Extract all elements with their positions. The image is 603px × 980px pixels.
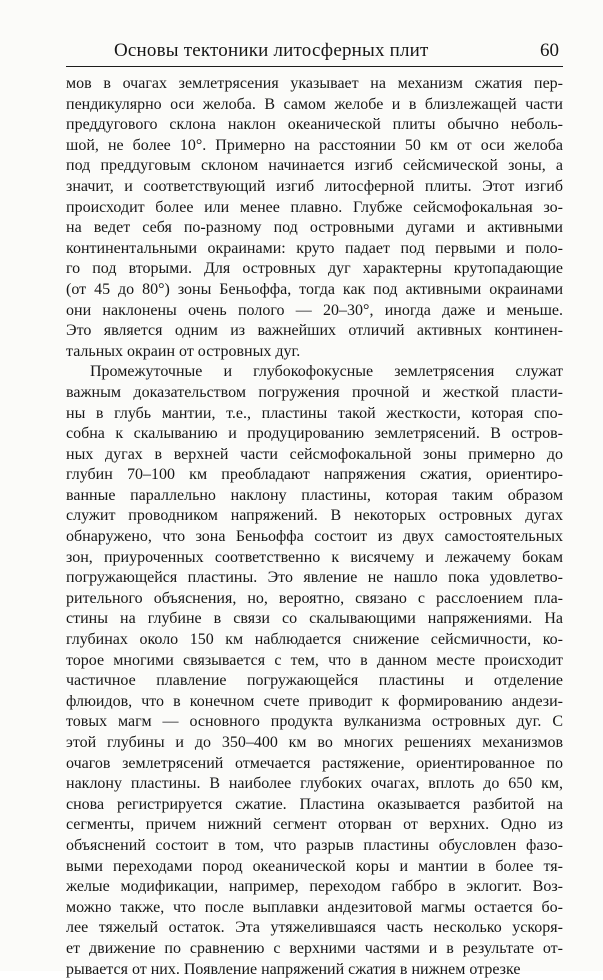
text-line: глубин 70–100 км преобладают напряжения сжатия, ориентиро- [66, 466, 563, 484]
text-line: лее тяжелый остаток. Эта утяжелившаяся часть несколько ускоря- [66, 919, 563, 937]
text-line: можно также, что после выплавки андезитовой магмы остается бо- [66, 898, 563, 916]
text-line: этой глубины и до 350–400 км во многих решениях механизмов [66, 734, 563, 751]
text-line: они наклонены очень полого — 20–30°, иногда даже и меньше. [66, 301, 563, 319]
paragraph [66, 74, 563, 362]
running-header [66, 38, 563, 67]
text-line: снова регистрируется сжатие. Пластина оказывается разбитой на [66, 795, 563, 813]
text-line: пендикулярно оси желоба. В самом желобе и в близлежащей части [66, 95, 563, 113]
text-line: континентальными окраинами: круто падает под первыми и поло- [66, 239, 563, 257]
text-line: (от 45 до 80°) зоны Беньоффа, тогда как под активными окраинами [66, 280, 563, 298]
text-line: ны в глубь мантии, т.е., пластины такой жесткости, которая спо- [66, 404, 563, 422]
text-line: важным доказательством погружения прочной и жесткой пласти- [66, 383, 563, 401]
text-line: обнаружено, что зона Беньоффа состоит из двух самостоятельных [66, 528, 563, 546]
text-line: торое многими связывается с тем, что в данном месте происходит [66, 651, 563, 669]
running-title: Основы тектоники литосферных плит [114, 40, 429, 61]
text-line: на ведет себя по-разному под островными дугами и активными [66, 219, 563, 237]
text-line: глубинах около 150 км наблюдается снижение сейсмичности, ко- [66, 631, 563, 649]
text-line: рывается от них. Появление напряжений сжатия в нижнем отрезке [66, 960, 521, 978]
text-line: стины на глубине в связи со скалывающими напряжениями. На [66, 610, 563, 628]
text-line: ных дугах в верхней части сейсмофокальной зоны примерно до [66, 445, 563, 463]
text-line: значит, и соответствующий изгиб литосферной плиты. Этот изгиб [66, 177, 563, 195]
text-line: зон, приуроченных соответственно к висячему и лежачему бокам [66, 548, 563, 566]
text-line: погружающейся пластины. Это явление не нашло пока удовлетво- [66, 569, 563, 587]
text-line: шой, не более 10°. Примерно на расстоянии 50 км от оси желоба [66, 136, 563, 154]
text-line: выми переходами пород океанической коры и мантии в более тя- [66, 857, 563, 875]
text-line: рительного объяснения, но, вероятно, связано с расслоением пла- [66, 589, 563, 607]
text-line: го под вторыми. Для островных дуг характерны крутопадающие [66, 260, 563, 278]
text-line: под преддуговым склоном начинается изгиб сейсмической зоны, а [66, 157, 563, 175]
text-line: сегменты, причем нижний сегмент оторван от верхних. Одно из [66, 816, 563, 834]
page-number: 60 [540, 40, 559, 61]
text-line: ет движение по сравнению с верхними частями и в результате от- [66, 939, 563, 957]
text-line: мов в очагах землетрясения указывает на механизм сжатия пер- [66, 75, 563, 92]
text-line: флюидов, что в конечном счете приводит к формированию андези- [66, 692, 563, 710]
text-line: товых магм — основного продукта вулканизма островных дуг. С [66, 713, 563, 731]
text-line: объяснений состоит в том, что разрыв пластины обусловлен фазо- [66, 836, 563, 854]
text-line: частичное плавление погружающейся пластины и отделение [66, 672, 563, 690]
text-line: служит проводником напряжений. В некоторых островных дугах [66, 507, 563, 525]
text-line: преддугового склона наклон океанической плиты обычно неболь- [66, 116, 563, 134]
body-text [66, 74, 563, 980]
text-line: собна к скалыванию и продуцированию землетрясений. В остров- [66, 425, 563, 443]
text-line: ванные параллельно наклону пластины, которая таким образом [66, 486, 563, 504]
text-line: Промежуточные и глубокофокусные землетрясения служат [90, 363, 563, 381]
text-line: желые модификации, например, переходом габбро в эклогит. Воз- [66, 878, 563, 896]
paragraph [66, 362, 563, 980]
text-line: тальных окраин от островных дуг. [66, 342, 301, 360]
text-line: наклону пластины. В наиболее глубоких очагах, вплоть до 650 км, [66, 775, 563, 793]
text-line: очагов землетрясений отмечается растяжение, ориентированное по [66, 754, 563, 772]
text-line: происходит более или менее плавно. Глубже сейсмофокальная зо- [66, 198, 563, 216]
text-line: Это является одним из важнейших отличий активных континен- [66, 322, 563, 340]
